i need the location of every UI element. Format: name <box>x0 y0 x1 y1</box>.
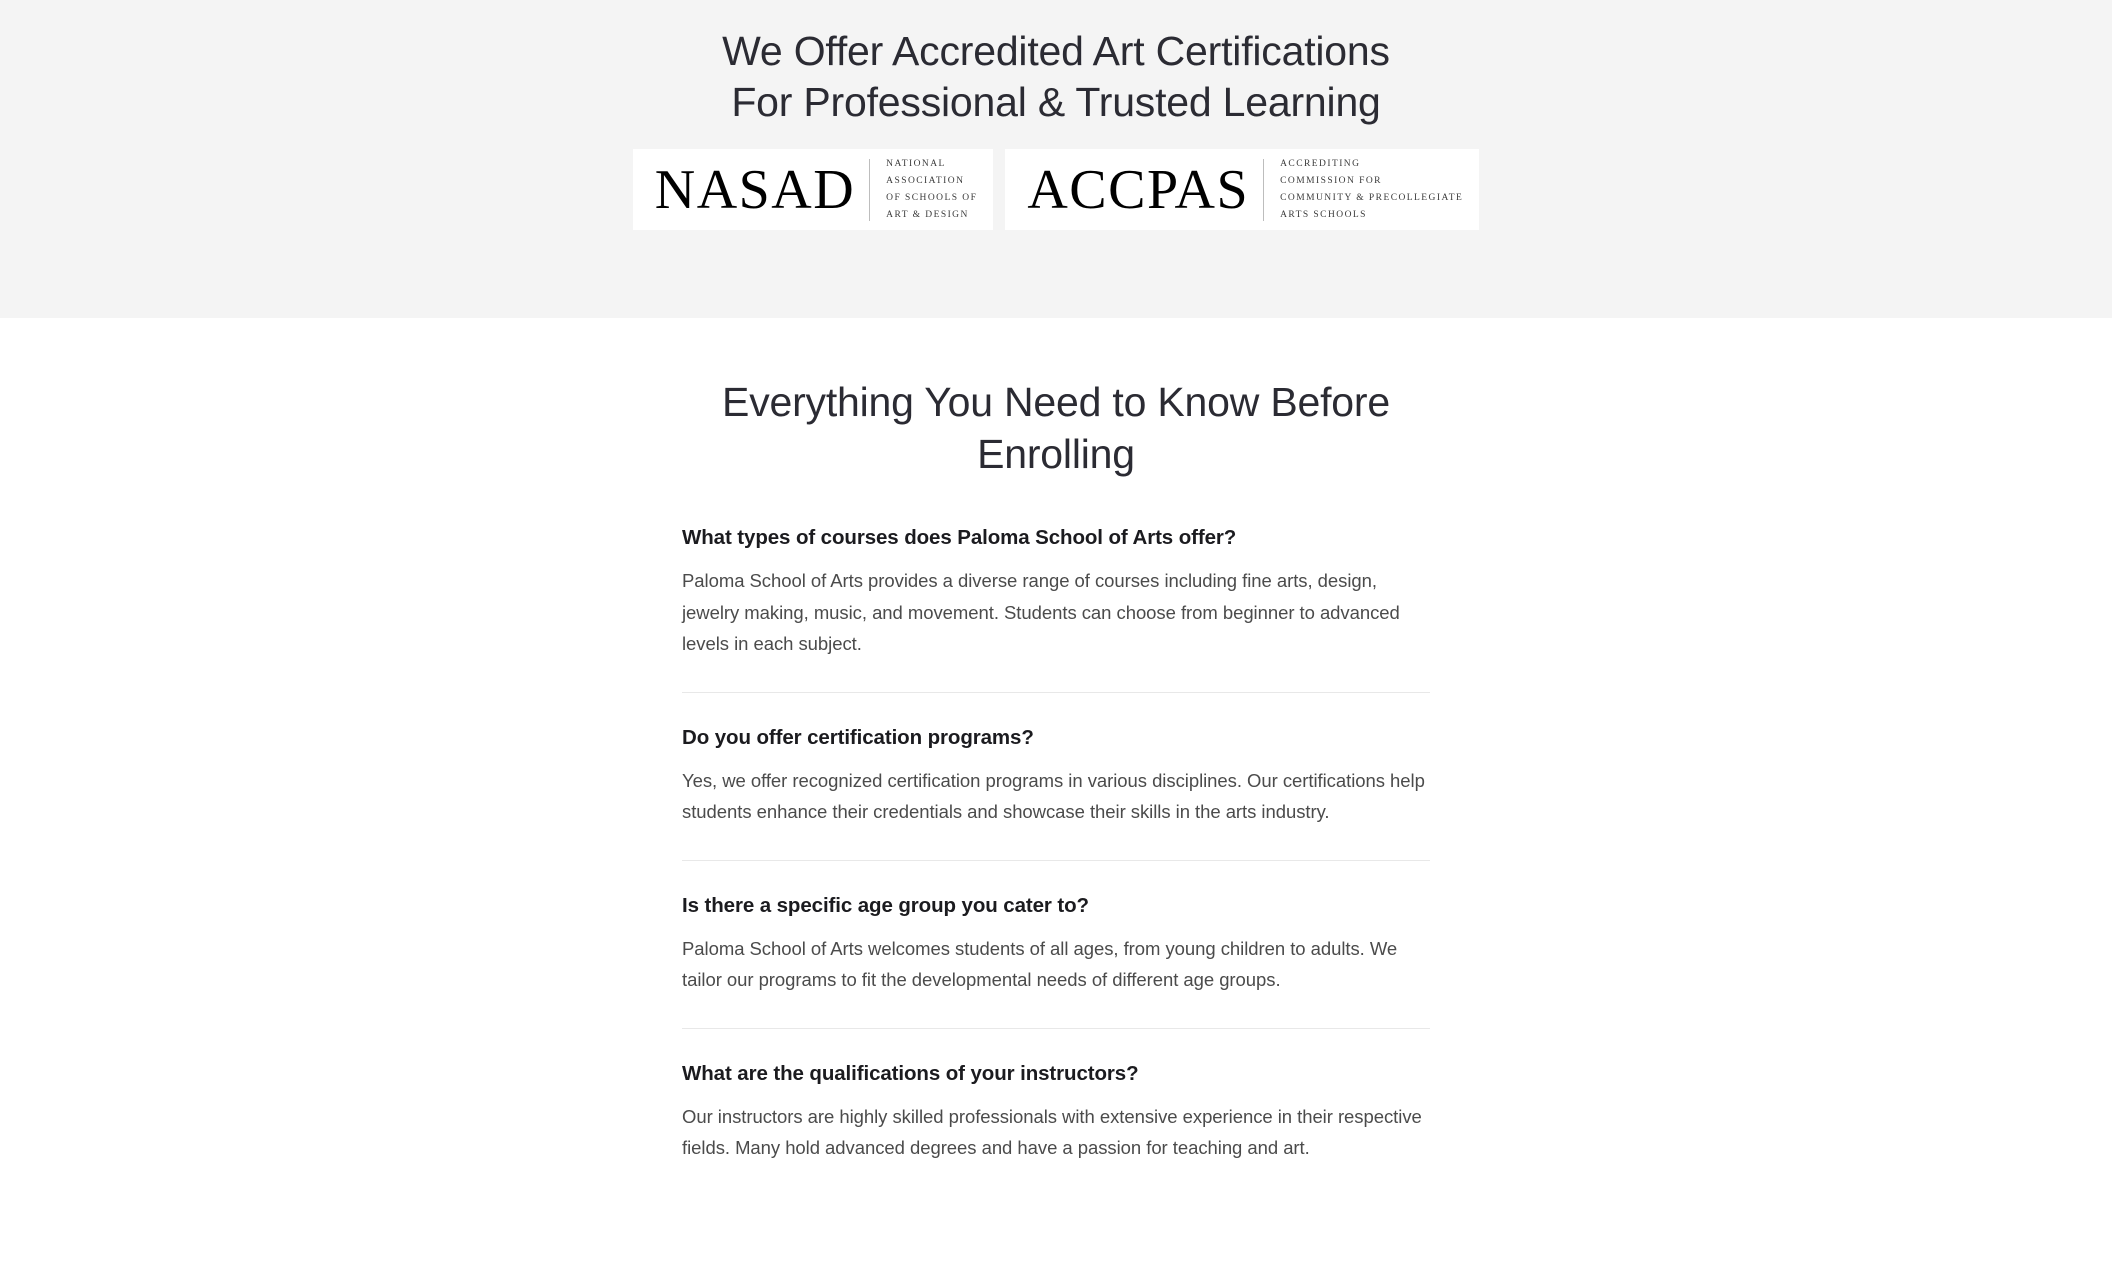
faq-question[interactable]: What are the qualifications of your instructors? <box>682 1061 1139 1085</box>
faq-item[interactable] <box>682 1060 1430 1164</box>
nasad-descriptor-line-3: OF SCHOOLS OF <box>886 192 978 203</box>
faq-divider <box>682 692 1430 693</box>
accreditation-heading-line-2: For Professional & Trusted Learning <box>731 79 1381 125</box>
faq-answer: Our instructors are highly skilled professionals with extensive experience in their respective fields. Many hold advanced degrees and have a passion for teaching and art. <box>682 1105 1422 1158</box>
faq-divider <box>682 1028 1430 1029</box>
faq-heading-line-2: Enrolling <box>977 431 1135 477</box>
accreditation-heading-line-1: We Offer Accredited Art Certifications <box>722 28 1390 74</box>
faq-heading-line-1: Everything You Need to Know Before <box>722 379 1390 425</box>
nasad-logo <box>633 149 994 230</box>
accpas-wordmark: ACCPAS <box>1027 158 1250 221</box>
nasad-descriptor-line-1: NATIONAL <box>886 158 946 169</box>
faq-item[interactable] <box>682 524 1430 660</box>
accreditation-heading <box>722 26 1390 128</box>
accpas-descriptor-line-2: COMMISSION FOR <box>1280 175 1382 186</box>
faq-list <box>682 524 1430 1164</box>
nasad-descriptor-line-2: ASSOCIATION <box>886 175 965 186</box>
faq-divider <box>682 860 1430 861</box>
faq-question[interactable]: What types of courses does Paloma School of Arts offer? <box>682 526 1237 549</box>
accpas-descriptor <box>1264 156 1469 224</box>
nasad-descriptor-line-4: ART & DESIGN <box>886 209 969 220</box>
nasad-descriptor <box>870 156 983 224</box>
faq-item[interactable] <box>682 724 1430 828</box>
faq-answer: Paloma School of Arts welcomes students of all ages, from young children to adults. We tailor our programs to fit the developmental needs of different age groups. <box>682 937 1398 990</box>
faq-question[interactable]: Is there a specific age group you cater to? <box>682 893 1089 917</box>
faq-answer: Paloma School of Arts provides a diverse range of courses including fine arts, design, jewelry making, music, and movement. Students can choose from beginner to advanced levels in each subject. <box>682 570 1400 654</box>
accpas-descriptor-line-3: COMMUNITY & PRECOLLEGIATE <box>1280 192 1464 203</box>
faq-question[interactable]: Do you offer certification programs? <box>682 725 1034 749</box>
faq-section <box>0 318 2112 1164</box>
accpas-descriptor-line-1: ACCREDITING <box>1280 158 1361 169</box>
accreditation-band <box>0 0 2112 318</box>
faq-heading <box>722 376 1390 480</box>
accpas-logo <box>1005 149 1479 230</box>
nasad-wordmark: NASAD <box>654 158 856 221</box>
faq-item[interactable] <box>682 892 1430 996</box>
faq-answer: Yes, we offer recognized certification programs in various disciplines. Our certifications help students enhance their credentials and showcase their skills in the arts industry. <box>682 769 1425 822</box>
accreditation-logo-row <box>633 149 1480 230</box>
accpas-descriptor-line-4: ARTS SCHOOLS <box>1280 209 1367 220</box>
